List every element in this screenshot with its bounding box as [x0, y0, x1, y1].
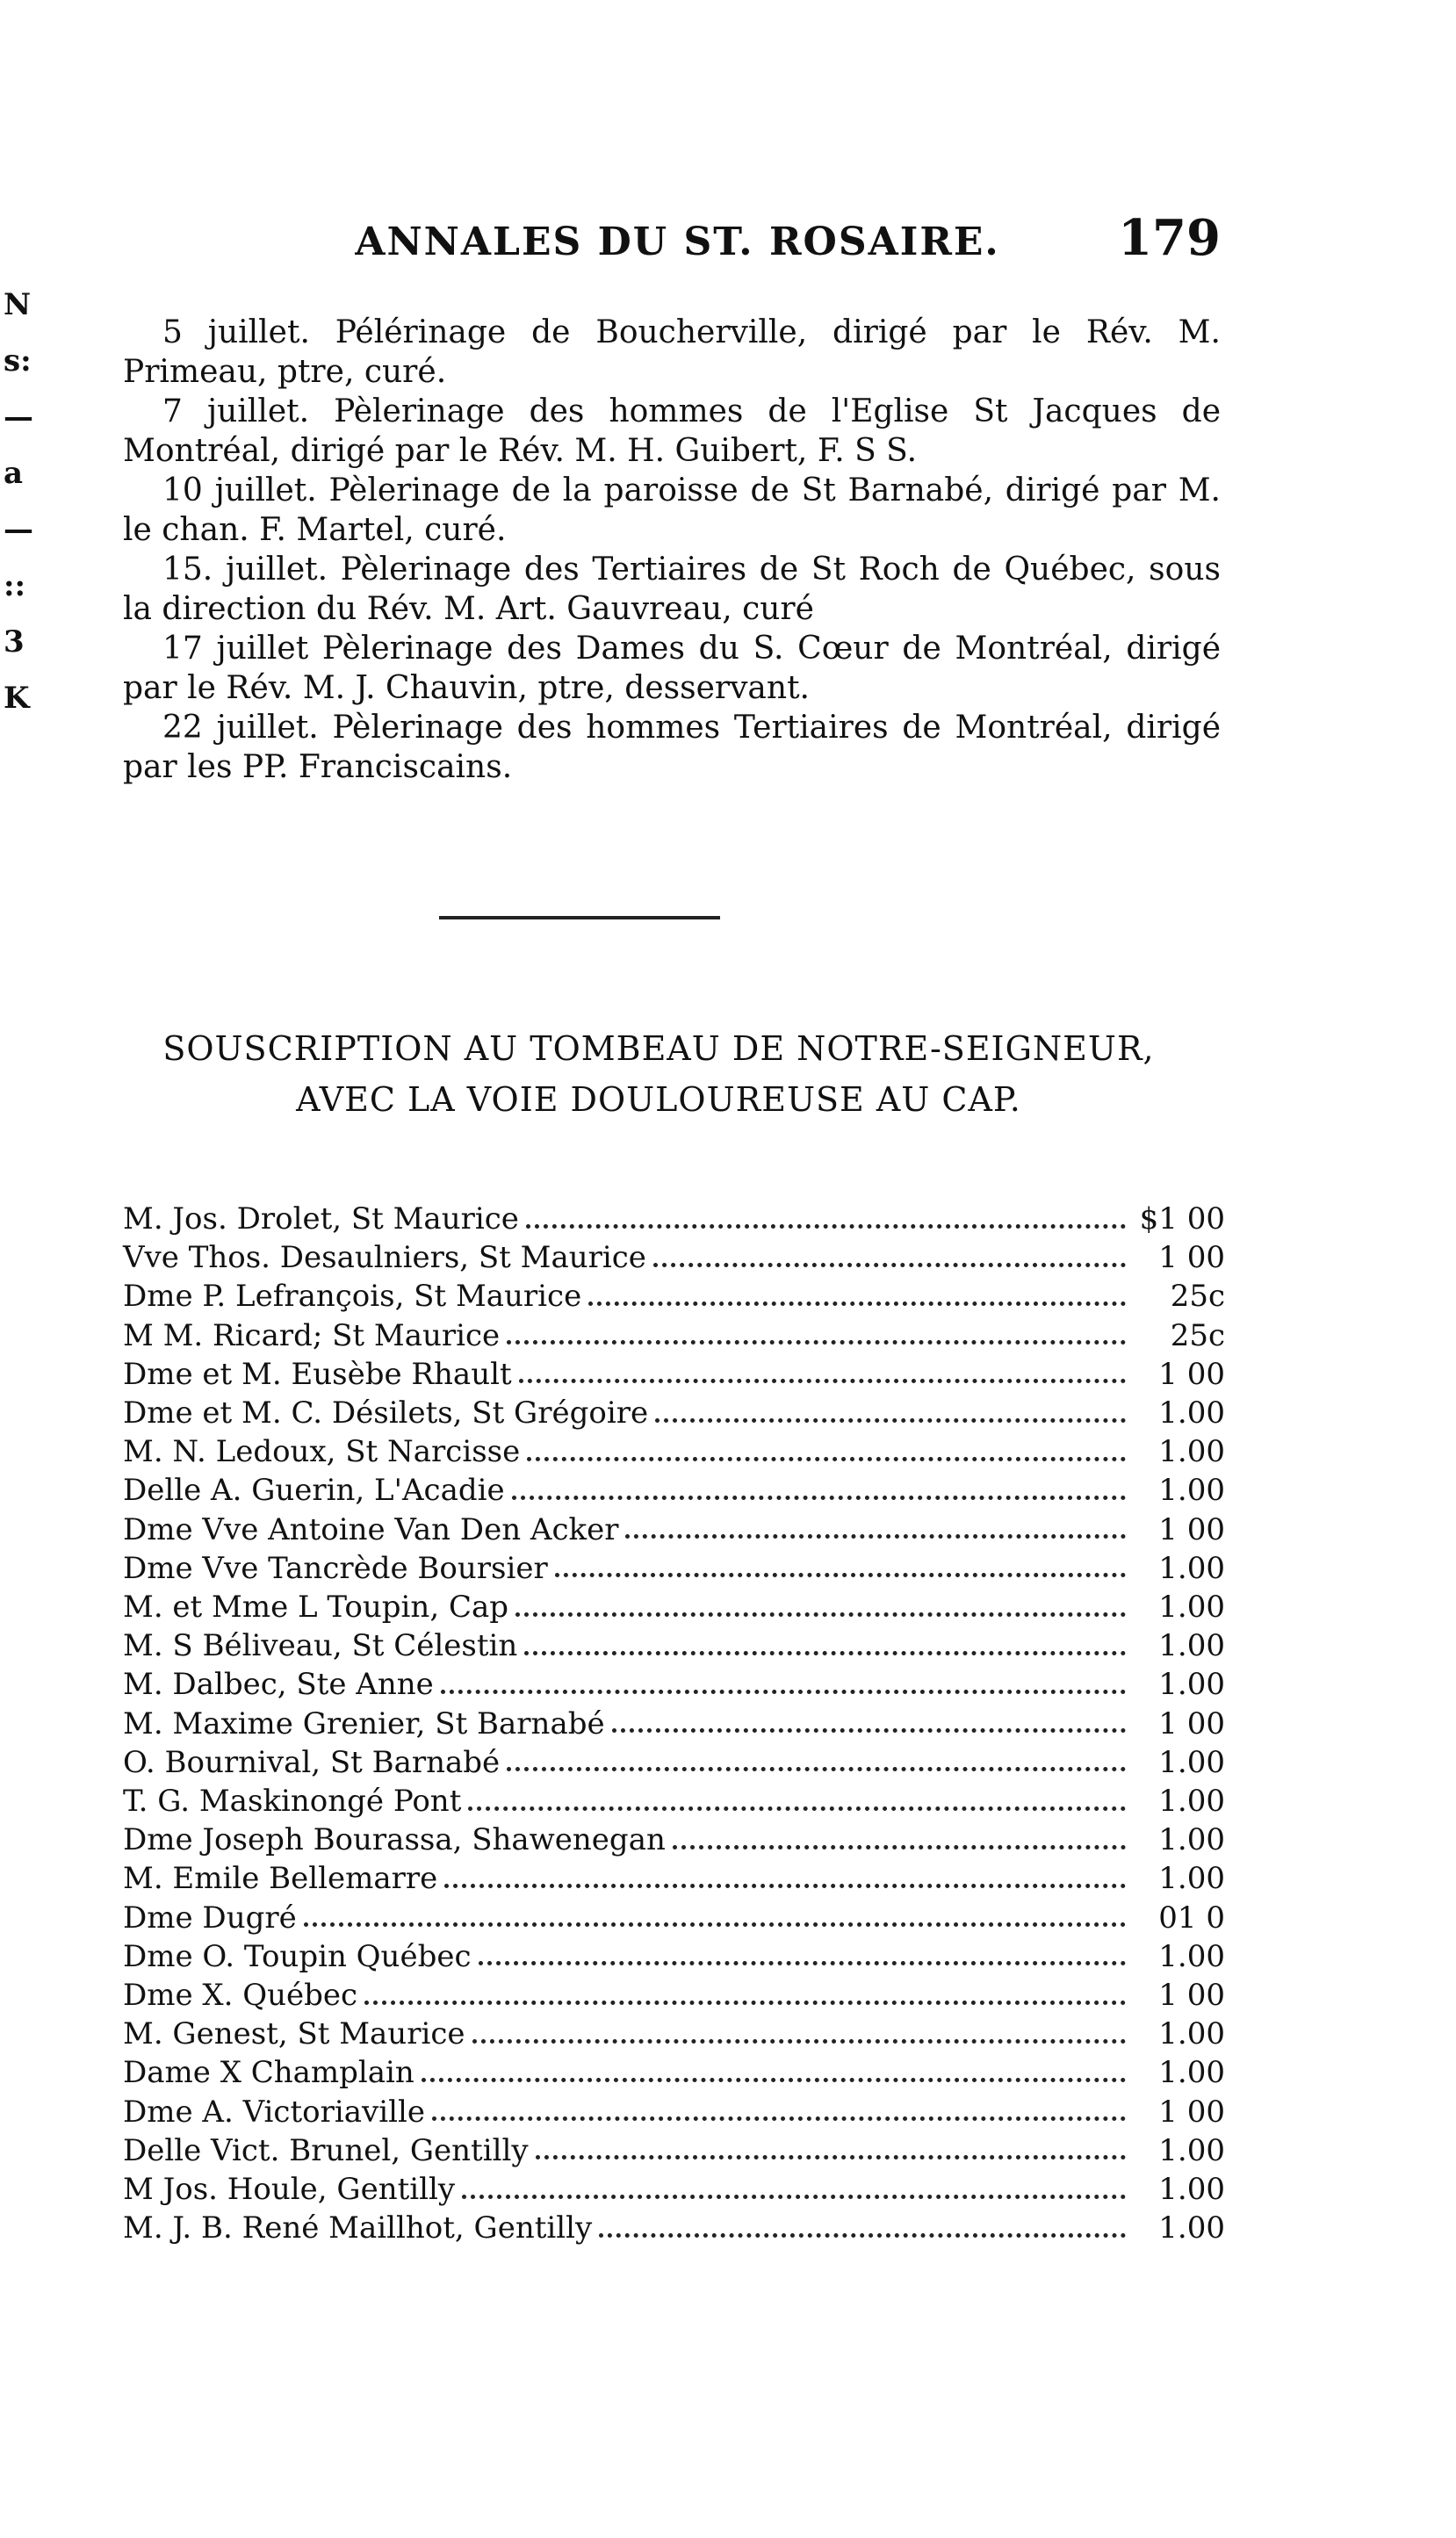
subscriber-name: Dme Vve Tancrède Boursier	[123, 1550, 548, 1586]
subscription-amount: 1.00	[1158, 1744, 1225, 1780]
subscription-amount: 1.00	[1158, 1784, 1225, 1820]
pilgrimage-entry: 5 juillet. Pélérinage de Boucherville, dirigé par le Rév. M. Primeau, ptre, curé.	[123, 314, 1221, 390]
dot-leader	[468, 1806, 1126, 1811]
subscriber-name: Delle A. Guerin, L'Acadie	[123, 1473, 505, 1509]
subscription-amount: 1.00	[1158, 2132, 1225, 2168]
page-number: 179	[1118, 209, 1221, 267]
subscriber-name: Dme Vve Antoine Van Den Acker	[123, 1511, 619, 1547]
subscriber-name: Vve Thos. Desaulniers, St Maurice	[123, 1240, 646, 1276]
dot-leader	[655, 1418, 1126, 1423]
dot-leader	[625, 1534, 1126, 1539]
subscriber-name: Dme P. Lefrançois, St Maurice	[123, 1279, 582, 1315]
subscription-amount: 1 00	[1158, 1240, 1225, 1276]
dot-leader	[422, 2078, 1126, 2082]
subscription-amount: 1.00	[1158, 1667, 1225, 1703]
running-title: ANNALES DU ST. ROSAIRE.	[355, 220, 1000, 264]
margin-mark: —	[4, 400, 33, 435]
subscription-amount: 1 00	[1158, 1978, 1225, 2014]
pilgrimage-entry: 7 juillet. Pèlerinage des hommes de l'Eglise St Jacques de Montréal, dirigé par le Rév. M. H. Guibert, F. S S.	[123, 393, 1221, 469]
subscription-amount: 1.00	[1158, 1628, 1225, 1664]
dot-leader	[479, 1961, 1127, 1965]
subscription-row	[123, 1743, 1225, 1782]
subscriber-name: Dme X. Québec	[123, 1978, 358, 2014]
subscriber-name: M M. Ricard; St Maurice	[123, 1317, 501, 1353]
subscription-amount: 01 0	[1158, 1900, 1225, 1936]
subscription-row	[123, 1782, 1225, 1821]
subscriber-name: M. Emile Bellemarre	[123, 1861, 438, 1897]
subscription-amount: 1.00	[1158, 1938, 1225, 1974]
subscription-amount: 25c	[1170, 1279, 1225, 1315]
subscriber-name: M. S Béliveau, St Célestin	[123, 1628, 518, 1664]
subscriber-name: M. Dalbec, Ste Anne	[123, 1667, 434, 1703]
margin-marks	[4, 287, 39, 739]
margin-mark: K	[4, 681, 30, 716]
dot-leader	[526, 1224, 1126, 1229]
subscription-title-line-2: AVEC LA VOIE DOULOUREUSE AU CAP.	[296, 1080, 1021, 1119]
subscription-amount: $1 00	[1139, 1201, 1225, 1237]
subscription-row	[123, 1665, 1225, 1704]
subscription-row	[123, 2093, 1225, 2131]
subscription-row	[123, 1588, 1225, 1626]
subscription-row	[123, 1626, 1225, 1665]
dot-leader	[507, 1767, 1126, 1771]
margin-mark: N	[4, 287, 32, 322]
subscription-row	[123, 2015, 1225, 2053]
subscription-amount: 1.00	[1158, 1395, 1225, 1431]
subscription-row	[123, 1355, 1225, 1394]
subscription-row	[123, 1976, 1225, 2015]
margin-mark: s:	[4, 343, 32, 379]
subscriber-name: Dme Dugré	[123, 1900, 297, 1936]
pilgrimage-entry: 10 juillet. Pèlerinage de la paroisse de St Barnabé, dirigé par M. le chan. F. Martel, curé.	[123, 472, 1221, 548]
dot-leader	[515, 1612, 1126, 1617]
subscription-amount: 1.00	[1158, 2172, 1225, 2208]
subscription-amount: 1.00	[1158, 1590, 1225, 1626]
margin-mark: —	[4, 512, 33, 547]
dot-leader	[441, 1690, 1126, 1694]
subscription-row	[123, 1549, 1225, 1588]
dot-leader	[472, 2039, 1127, 2044]
subscriber-name: Delle Vict. Brunel, Gentilly	[123, 2132, 529, 2168]
subscriber-name: Dme Joseph Bourassa, Shawenegan	[123, 1822, 666, 1858]
subscription-amount: 1.00	[1158, 2210, 1225, 2246]
subscription-row	[123, 1432, 1225, 1471]
margin-mark: 3	[4, 624, 25, 660]
dot-leader	[507, 1340, 1126, 1345]
dot-leader	[432, 2116, 1126, 2121]
subscription-row	[123, 1200, 1225, 1238]
subscription-amount: 1 00	[1158, 1705, 1225, 1741]
subscription-row	[123, 2053, 1225, 2092]
subscriber-name: M. J. B. René Maillhot, Gentilly	[123, 2210, 593, 2246]
dot-leader	[673, 1845, 1126, 1849]
dot-leader	[588, 1301, 1126, 1306]
subscriber-name: Dme et M. C. Désilets, St Grégoire	[123, 1395, 649, 1431]
subscription-amount: 1.00	[1158, 2016, 1225, 2052]
dot-leader	[653, 1263, 1126, 1267]
dot-leader	[524, 1651, 1126, 1655]
dot-leader	[555, 1573, 1126, 1577]
subscription-title	[88, 1023, 1229, 1125]
subscription-row	[123, 1859, 1225, 1898]
subscription-row	[123, 1471, 1225, 1510]
dot-leader	[527, 1457, 1126, 1461]
subscriber-name: M Jos. Houle, Gentilly	[123, 2172, 456, 2208]
subscriber-name: Dme O. Toupin Québec	[123, 1938, 472, 1974]
subscription-row	[123, 2131, 1225, 2170]
subscriber-name: Dme A. Victoriaville	[123, 2094, 425, 2130]
subscription-title-line-1: SOUSCRIPTION AU TOMBEAU DE NOTRE-SEIGNEUR,	[162, 1029, 1155, 1068]
dot-leader	[512, 1496, 1126, 1500]
subscriber-name: M. N. Ledoux, St Narcisse	[123, 1434, 521, 1470]
subscriber-name: M. Jos. Drolet, St Maurice	[123, 1201, 519, 1237]
subscription-amount: 1.00	[1158, 1473, 1225, 1509]
subscription-row	[123, 1238, 1225, 1277]
margin-mark: ::	[4, 568, 26, 603]
subscriber-name: Dme et M. Eusèbe Rhault	[123, 1356, 512, 1392]
subscriber-name: Dame X Champlain	[123, 2055, 414, 2091]
subscription-amount: 1 00	[1158, 1511, 1225, 1547]
dot-leader	[519, 1379, 1126, 1383]
subscription-row	[123, 2209, 1225, 2247]
page-header	[123, 209, 1221, 267]
subscription-row	[123, 1937, 1225, 1976]
dot-leader	[304, 1922, 1126, 1927]
subscriber-name: M. Genest, St Maurice	[123, 2016, 465, 2052]
subscription-row	[123, 1899, 1225, 1937]
subscription-amount: 1 00	[1158, 1356, 1225, 1392]
dot-leader	[462, 2195, 1126, 2199]
subscription-amount: 1.00	[1158, 1434, 1225, 1470]
subscription-amount: 1.00	[1158, 1822, 1225, 1858]
subscriber-name: M. et Mme L Toupin, Cap	[123, 1590, 508, 1626]
dot-leader	[364, 2001, 1126, 2005]
pilgrimage-list	[123, 313, 1221, 787]
subscription-row	[123, 2170, 1225, 2209]
subscription-row	[123, 1511, 1225, 1549]
subscription-list	[123, 1200, 1225, 2247]
pilgrimage-entry: 17 juillet Pèlerinage des Dames du S. Cœur de Montréal, dirigé par le Rév. M. J. Chauvin, ptre, desservant.	[123, 631, 1221, 706]
section-divider	[439, 916, 720, 919]
pilgrimage-entry: 22 juillet. Pèlerinage des hommes Tertiaires de Montréal, dirigé par les PP. Franciscains.	[123, 710, 1221, 785]
subscription-amount: 1.00	[1158, 1861, 1225, 1897]
subscriber-name: M. Maxime Grenier, St Barnabé	[123, 1705, 605, 1741]
margin-mark: a	[4, 456, 24, 491]
subscriber-name: T. G. Maskinongé Pont	[123, 1784, 462, 1820]
subscription-amount: 1 00	[1158, 2094, 1225, 2130]
subscription-amount: 25c	[1170, 1317, 1225, 1353]
subscription-row	[123, 1821, 1225, 1859]
dot-leader	[444, 1884, 1126, 1888]
subscription-amount: 1.00	[1158, 2055, 1225, 2091]
subscription-row	[123, 1277, 1225, 1316]
dot-leader	[612, 1728, 1126, 1733]
dot-leader	[599, 2233, 1126, 2238]
subscription-row	[123, 1316, 1225, 1355]
subscription-amount: 1.00	[1158, 1550, 1225, 1586]
subscriber-name: O. Bournival, St Barnabé	[123, 1744, 501, 1780]
subscription-row	[123, 1394, 1225, 1432]
subscription-row	[123, 1705, 1225, 1743]
pilgrimage-entry: 15. juillet. Pèlerinage des Tertiaires de St Roch de Québec, sous la direction du Rév. M. Art. Gauvreau, curé	[123, 552, 1221, 627]
dot-leader	[536, 2155, 1126, 2159]
